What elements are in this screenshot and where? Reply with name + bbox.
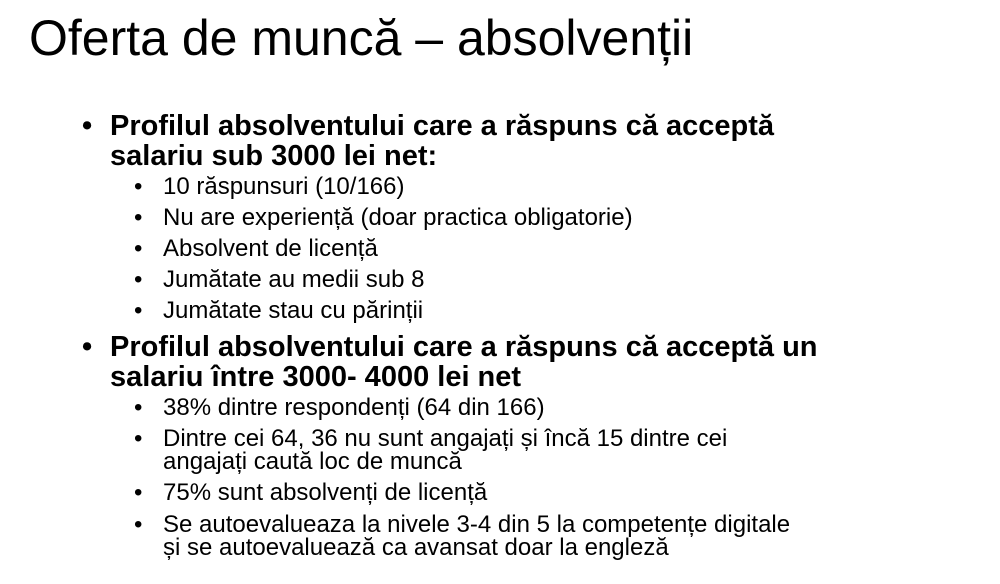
section-1-item-4-text: Jumătate au medii sub 8 <box>163 266 425 293</box>
sub-bullet-icon: • <box>134 297 143 324</box>
section-1-item-2-text: Nu are experiență (doar practica obligatorie) <box>163 204 633 231</box>
sub-bullet-icon: • <box>134 204 143 231</box>
section-2-heading-line-1: Profilul absolventului care a răspuns că acceptă un <box>110 331 818 363</box>
section-2-item-4-line-1: Se autoevalueaza la nivele 3-4 din 5 la competențe digitale <box>163 511 791 538</box>
section-2-item-2-line-2: angajați caută loc de muncă <box>163 448 462 475</box>
section-1-item-1-text: 10 răspunsuri (10/166) <box>163 173 405 200</box>
bullet-icon: • <box>82 110 93 142</box>
section-2-item-3-text: 75% sunt absolvenți de licență <box>163 479 488 506</box>
sub-bullet-icon: • <box>134 425 143 452</box>
sub-bullet-icon: • <box>134 235 143 262</box>
section-1-item-3-text: Absolvent de licență <box>163 235 378 262</box>
sub-bullet-icon: • <box>134 511 143 538</box>
sub-bullet-icon: • <box>134 394 143 421</box>
section-2-item-1-text: 38% dintre respondenți (64 din 166) <box>163 394 545 421</box>
section-2-item-4-line-2: și se autoevaluează ca avansat doar la engleză <box>163 534 669 561</box>
section-1-heading-line-1: Profilul absolventului care a răspuns că acceptă <box>110 110 775 142</box>
bullet-icon: • <box>82 331 93 363</box>
sub-bullet-icon: • <box>134 266 143 293</box>
section-2-heading-text <box>110 332 970 392</box>
sub-bullet-icon: • <box>134 479 143 506</box>
section-2-heading-line-2: salariu între 3000- 4000 lei net <box>110 361 522 393</box>
section-2-item-2-line-1: Dintre cei 64, 36 nu sunt angajați și încă 15 dintre cei <box>163 425 728 452</box>
section-1-heading-text <box>110 111 970 171</box>
section-1-heading-line-2: salariu sub 3000 lei net: <box>110 140 438 172</box>
sub-bullet-icon: • <box>134 173 143 200</box>
section-1-item-5-text: Jumătate stau cu părinții <box>163 297 424 324</box>
slide-title: Oferta de muncă – absolvenții <box>29 10 694 66</box>
